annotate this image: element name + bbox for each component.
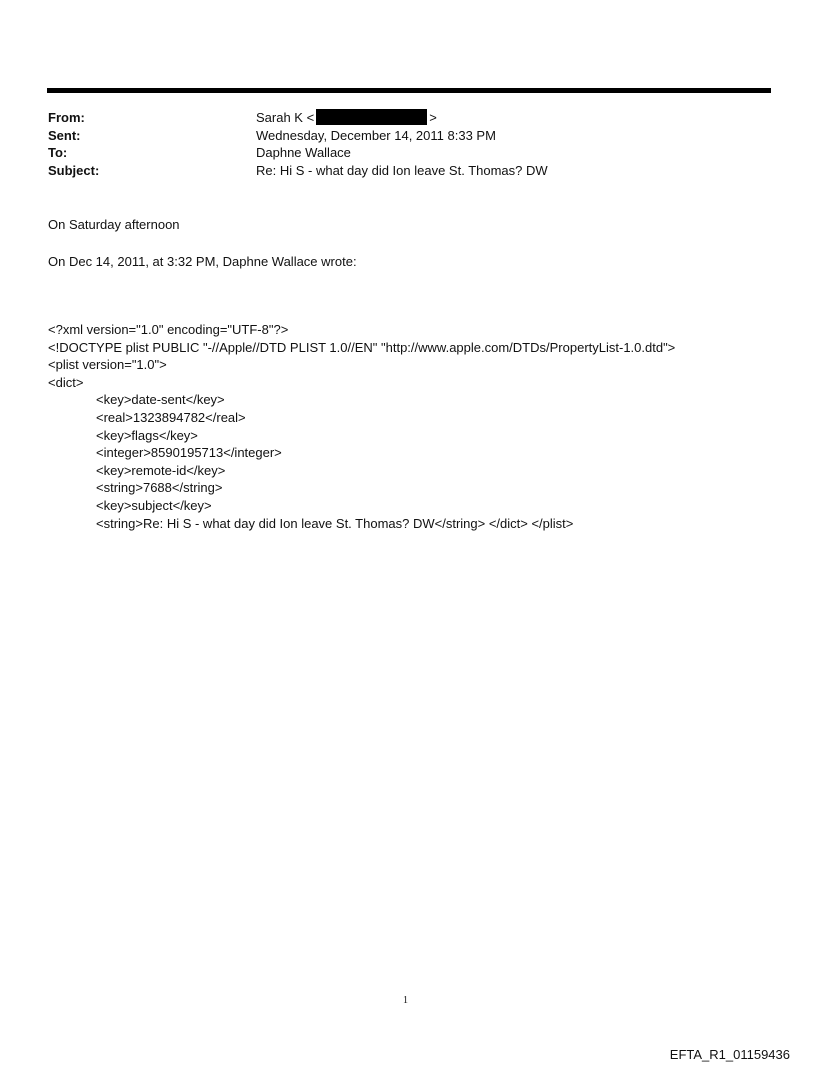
subject-label: Subject:	[48, 163, 100, 178]
footer-id: EFTA_R1_01159436	[669, 1047, 790, 1062]
xml-line: <!DOCTYPE plist PUBLIC "-//Apple//DTD PLIST 1.0//EN" "http://www.apple.com/DTDs/PropertyList-1.0.dtd">	[48, 339, 676, 355]
xml-block	[48, 321, 675, 532]
subject-value: Re: Hi S - what day did Ion leave St. Thomas? DW	[256, 163, 548, 178]
xml-line: <key>date-sent</key>	[96, 392, 225, 408]
xml-line: <string>7688</string>	[96, 480, 223, 496]
page-number: 1	[403, 995, 408, 1006]
redaction-box	[316, 109, 427, 125]
to-value: Daphne Wallace	[256, 145, 351, 160]
header-rule	[47, 88, 771, 93]
from-value	[256, 109, 437, 126]
from-name: Sarah K <	[256, 110, 315, 125]
xml-line: <?xml version="1.0" encoding="UTF-8"?>	[48, 322, 289, 337]
xml-line: <integer>8590195713</integer>	[96, 445, 282, 461]
xml-line: <real>1323894782</real>	[96, 409, 246, 425]
xml-line: <dict>	[48, 374, 84, 390]
reply-text: On Saturday afternoon	[48, 217, 180, 232]
sent-label: Sent:	[48, 128, 81, 143]
xml-line: <plist version="1.0">	[48, 357, 167, 373]
xml-line: <key>subject</key>	[96, 497, 212, 513]
xml-line: <key>flags</key>	[96, 427, 198, 443]
from-label: From:	[48, 110, 85, 125]
xml-line: <key>remote-id</key>	[96, 462, 226, 478]
quote-intro: On Dec 14, 2011, at 3:32 PM, Daphne Wallace wrote:	[48, 254, 357, 269]
from-close: >	[429, 110, 437, 125]
sent-value: Wednesday, December 14, 2011 8:33 PM	[256, 128, 496, 143]
to-label: To:	[48, 145, 68, 160]
xml-line: <string>Re: Hi S - what day did Ion leave St. Thomas? DW</string> </dict> </plist>	[96, 515, 574, 531]
